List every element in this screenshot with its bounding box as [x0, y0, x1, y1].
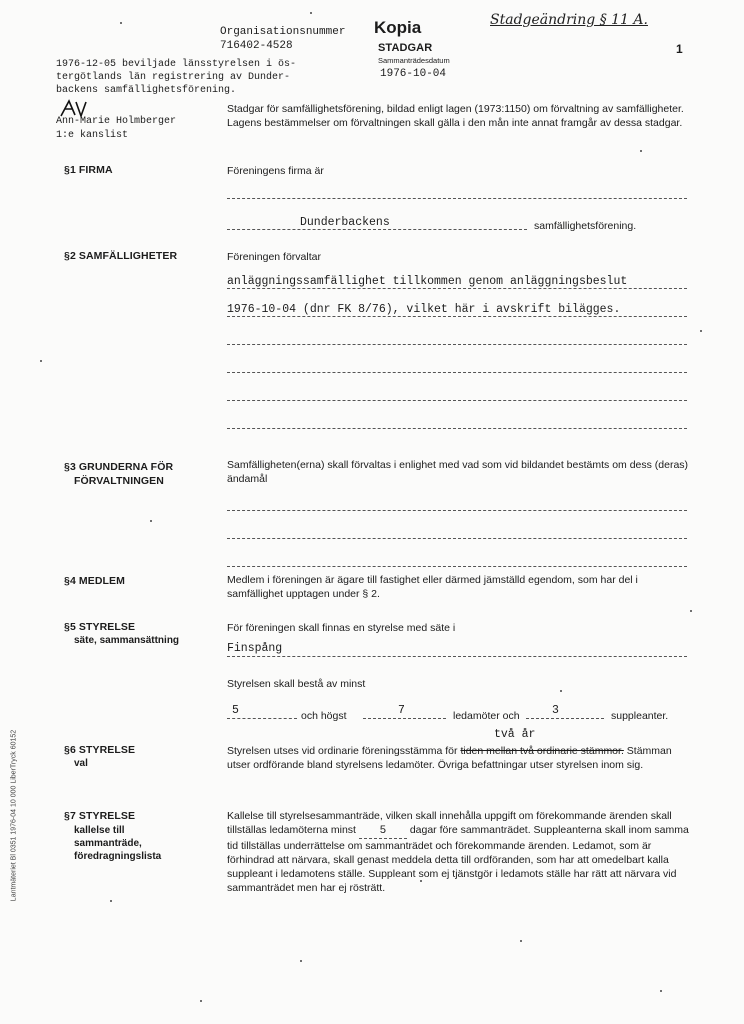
registration-line: tergötlands län registrering av Dunder- — [56, 72, 291, 83]
firm-name-value: Dunderbackens — [300, 216, 390, 229]
scan-speck — [150, 520, 152, 522]
section-5-label: §5 STYRELSE — [64, 621, 136, 633]
section-2-line-6 — [227, 428, 687, 429]
section-3-line-1 — [227, 510, 687, 511]
scan-speck — [300, 960, 302, 962]
section-6-sublabel: val — [74, 758, 88, 769]
section-6-text-start: Styrelsen utses vid ordinarie föreningsstämma för — [227, 745, 458, 757]
section-6-text — [227, 744, 689, 772]
board-min-value: 5 — [232, 704, 239, 717]
scan-speck — [700, 330, 702, 332]
section-2-line-1 — [227, 288, 687, 289]
firm-name-line — [227, 229, 527, 230]
scan-speck — [120, 22, 122, 24]
scan-speck — [40, 360, 42, 362]
scan-speck — [560, 690, 562, 692]
board-deputies-line — [526, 718, 604, 719]
intro-text: Stadgar för samfällighetsförening, bildad enligt lagen (1973:1150) om förvaltning av samfälligheter. Lagens bestämmelser om förvaltningen skall gälla i den mån inte annat framgår av dessa stadgar. — [227, 103, 684, 129]
section-7-sublabel-line: föredragningslista — [74, 851, 162, 862]
board-deputies-value: 3 — [552, 704, 559, 717]
signer-name: Ann-Marie Holmberger — [56, 116, 177, 127]
section-7-label: §7 STYRELSE — [64, 810, 136, 822]
meeting-date: 1976-10-04 — [380, 68, 447, 80]
date-label: Sammanträdesdatum — [378, 56, 450, 65]
section-3-label-line: §3 GRUNDERNA FÖR — [64, 461, 174, 473]
board-max-text: och högst — [301, 710, 347, 722]
section-2-line-5 — [227, 400, 687, 401]
section-1-text: Föreningens firma är — [227, 165, 324, 177]
samfallighet-value-line-2: 1976-10-04 (dnr FK 8/76), vilket här i avskrift bilägges. — [227, 303, 621, 316]
board-size-text: Styrelsen skall bestå av minst — [227, 678, 366, 690]
section-5-sublabel: säte, sammansättning — [74, 635, 180, 646]
org-number: 716402-4528 — [220, 40, 293, 52]
registration-line: 1976-12-05 beviljade länsstyrelsen i ös- — [56, 59, 297, 70]
section-4-text: Medlem i föreningen är ägare till fastighet eller därmed jämställd egendom, som har del i samfällighet upptagen under § 2. — [227, 574, 638, 600]
scan-speck — [200, 1000, 202, 1002]
registration-note — [56, 58, 296, 97]
term-length-insert: två år — [494, 728, 536, 741]
section-6-text-rest: Stämman utser ordförande bland styrelsens ledamöter. Övriga befattningar utser styrelsen inom sig. — [227, 745, 672, 771]
page-number: 1 — [676, 42, 683, 56]
scan-speck — [110, 900, 112, 902]
section-7-sublabel — [74, 824, 161, 863]
section-7-text-a: Kallelse till styrelsesammanträde, vilken skall innehålla uppgift om förekommande ärenden skall tillställas ledamöterna minst — [227, 810, 672, 836]
document-title: STADGAR — [378, 42, 433, 54]
scan-speck — [640, 150, 642, 152]
org-number-label: Organisationsnummer — [220, 26, 346, 38]
kopia-stamp: Kopia — [374, 18, 422, 37]
section-5-text: För föreningen skall finnas en styrelse med säte i — [227, 622, 456, 634]
section-1-blank-line — [227, 198, 687, 199]
board-max-value: 7 — [398, 704, 405, 717]
section-7-sublabel-line: sammanträde, — [74, 838, 142, 849]
signer-title: 1:e kanslist — [56, 130, 129, 141]
board-deputies-text: suppleanter. — [611, 710, 669, 722]
section-3-text: Samfälligheten(erna) skall förvaltas i enlighet med vad som vid bildandet bestämts om dess (deras) ändamål — [227, 459, 689, 485]
section-6-label: §6 STYRELSE — [64, 744, 136, 756]
samfallighet-value-line-1: anläggningssamfällighet tillkommen genom anläggningsbeslut — [227, 275, 628, 288]
section-3-label — [64, 460, 173, 488]
section-2-line-2 — [227, 316, 687, 317]
notice-days-value: 5 — [359, 824, 407, 839]
board-members-text: ledamöter och — [453, 710, 520, 722]
section-2-label: §2 SAMFÄLLIGHETER — [64, 250, 178, 262]
scan-speck — [690, 610, 692, 612]
section-4-label: §4 MEDLEM — [64, 575, 125, 587]
form-printer-imprint: Lantmäteriet Bl 0351 1976-04 10 000 LiberTryck 60152 — [10, 729, 18, 902]
scan-speck — [520, 940, 522, 942]
section-2-line-4 — [227, 372, 687, 373]
section-1-label: §1 FIRMA — [64, 164, 113, 176]
handwritten-stamp: Stadgeändring § 11 A. — [490, 12, 648, 28]
section-7-text — [227, 809, 689, 895]
section-7-text-b: dagar före sammanträdet. Suppleanterna skall inom samma tid tillställas underrättelse om sammanträdet och förekommande ärenden. Ledamot, som är förhindrad att närvara, skall genast meddela detta till ordföranden, som har att omedelbart kalla suppleant i ledamotens ställe. Suppleant som ej tjänstgör i ledamots ställe har rätt att närvara vid sammanträdet men har ej rösträtt. — [227, 824, 689, 894]
section-6-struck-text: tiden mellan två ordinarie stämmor. — [460, 745, 624, 757]
section-2-line-3 — [227, 344, 687, 345]
board-seat-value: Finspång — [227, 642, 283, 655]
board-min-line — [227, 718, 297, 719]
scan-speck — [420, 880, 422, 882]
registration-line: backens samfällighetsförening. — [56, 85, 237, 96]
board-seat-line — [227, 656, 687, 657]
section-3-line-3 — [227, 566, 687, 567]
section-7-sublabel-line: kallelse till — [74, 825, 125, 836]
scan-speck — [310, 12, 312, 14]
section-3-label-line: FÖRVALTNINGEN — [74, 475, 164, 487]
board-max-line — [363, 718, 446, 719]
firm-name-suffix: samfällighetsförening. — [534, 220, 637, 232]
section-2-text: Föreningen förvaltar — [227, 251, 321, 263]
scan-speck — [660, 990, 662, 992]
section-3-line-2 — [227, 538, 687, 539]
